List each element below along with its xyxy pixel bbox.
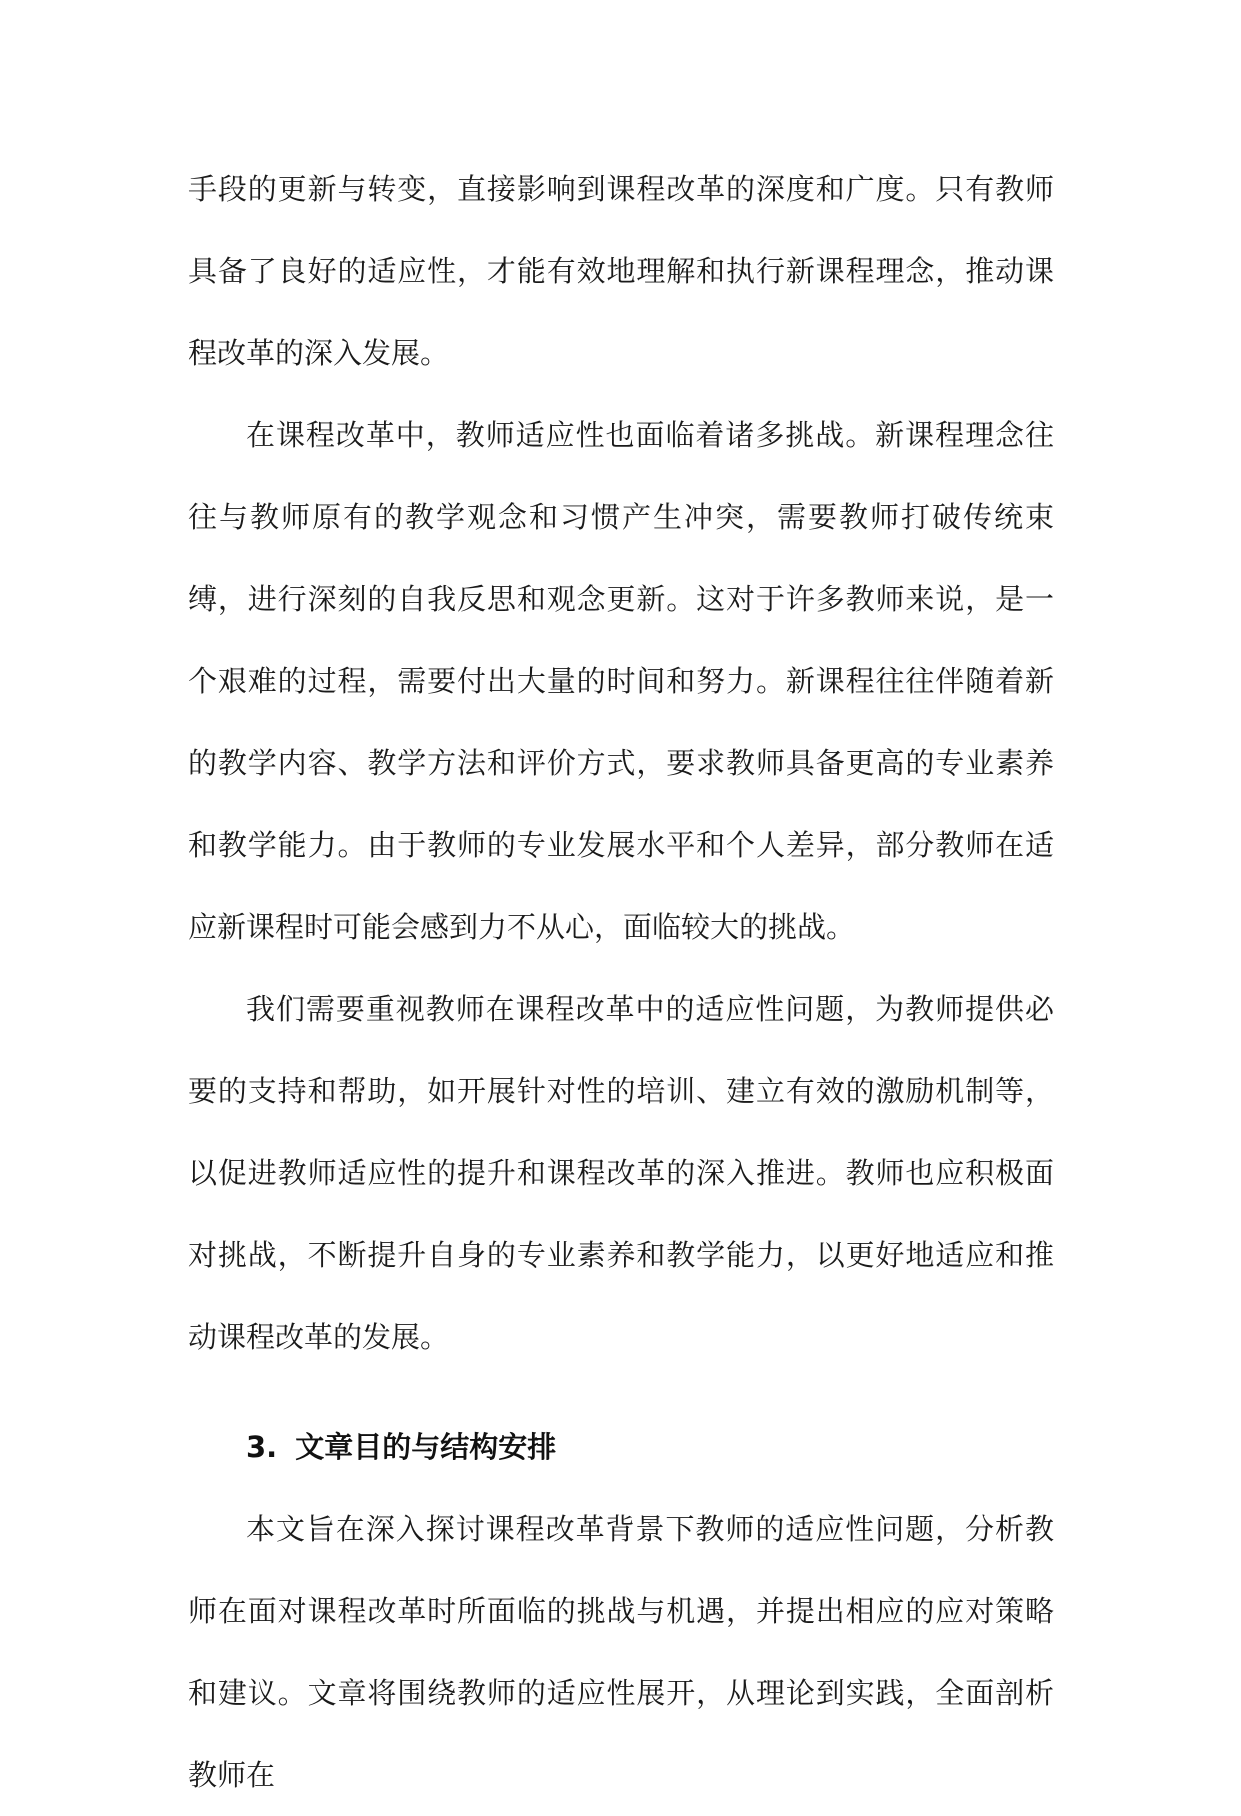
paragraph-purpose: 本文旨在深入探讨课程改革背景下教师的适应性问题，分析教师在面对课程改革时所面临的挑战与机遇，并提出相应的应对策略和建议。文章将围绕教师的适应性展开，从理论到实践，全面剖析教师在 <box>188 1512 1054 1792</box>
paragraph-continuation: 手段的更新与转变，直接影响到课程改革的深度和广度。只有教师具备了良好的适应性，才能有效地理解和执行新课程理念，推动课程改革的深入发展。 <box>188 172 1054 370</box>
body-text <box>188 148 1054 1816</box>
section-title: 文章目的与结构安排 <box>295 1430 557 1464</box>
section-heading <box>188 1406 1054 1488</box>
paragraph-challenges: 在课程改革中，教师适应性也面临着诸多挑战。新课程理念往往与教师原有的教学观念和习惯产生冲突，需要教师打破传统束缚，进行深刻的自我反思和观念更新。这对于许多教师来说，是一个艰难的过程，需要付出大量的时间和努力。新课程往往伴随着新的教学内容、教学方法和评价方式，要求教师具备更高的专业素养和教学能力。由于教师的专业发展水平和个人差异，部分教师在适应新课程时可能会感到力不从心，面临较大的挑战。 <box>188 418 1054 944</box>
paragraph-support: 我们需要重视教师在课程改革中的适应性问题，为教师提供必要的支持和帮助，如开展针对性的培训、建立有效的激励机制等，以促进教师适应性的提升和课程改革的深入推进。教师也应积极面对挑战，不断提升自身的专业素养和教学能力，以更好地适应和推动课程改革的发展。 <box>188 992 1054 1354</box>
section-number: 3. <box>246 1430 278 1464</box>
